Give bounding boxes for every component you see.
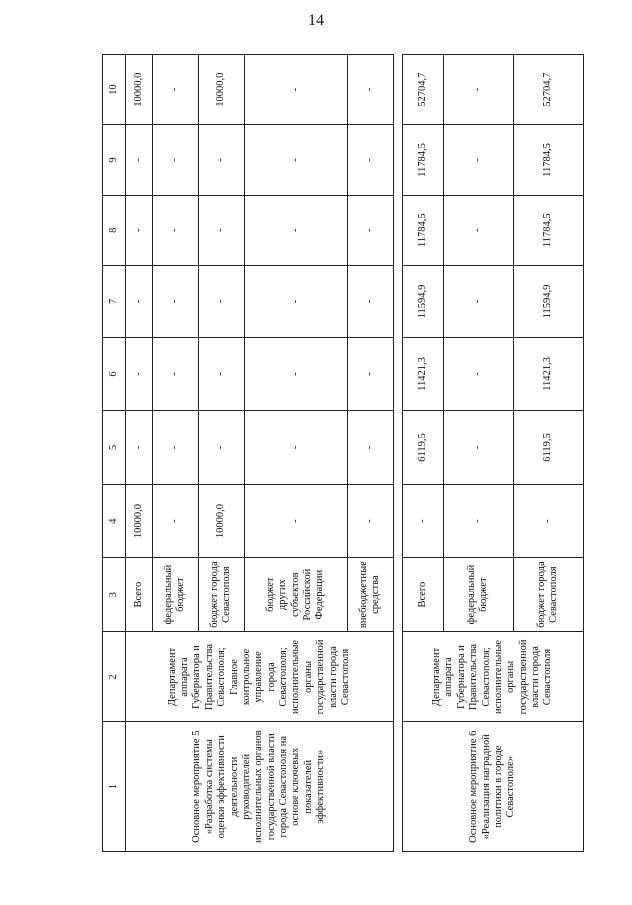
measure-executor: Департамент аппарата Губернатора и Правительства Севастополя; исполнительные органы государственной власти города Севастополя [402, 632, 583, 722]
funding-source: Всего [126, 557, 153, 632]
value-cell: 11421,3 [513, 338, 583, 410]
value-cell: - [244, 485, 347, 557]
value-cell: - [152, 265, 198, 337]
value-cell: 52704,7 [402, 55, 443, 125]
table-row [402, 55, 443, 852]
header-cell: 10 [103, 55, 126, 125]
page-number: 14 [308, 12, 324, 29]
budget-table-rotated [102, 54, 584, 852]
value-cell: - [198, 265, 244, 337]
value-cell: 11784,5 [513, 125, 583, 195]
header-cell: 6 [103, 338, 126, 410]
value-cell: - [244, 55, 347, 125]
value-cell: - [152, 410, 198, 485]
funding-source: бюджет города Севастополя [513, 557, 583, 632]
value-cell: - [198, 410, 244, 485]
value-cell: - [198, 195, 244, 265]
value-cell: 6119,5 [513, 410, 583, 485]
value-cell: 6119,5 [402, 410, 443, 485]
value-cell: 52704,7 [513, 55, 583, 125]
value-cell: - [126, 338, 153, 410]
value-cell: - [244, 265, 347, 337]
value-cell: - [126, 125, 153, 195]
value-cell: 10000,0 [198, 485, 244, 557]
value-cell: - [443, 485, 513, 557]
table-row [126, 55, 153, 852]
value-cell: 11784,5 [402, 125, 443, 195]
value-cell: - [443, 410, 513, 485]
value-cell: - [152, 338, 198, 410]
budget-table [102, 54, 584, 852]
value-cell: - [347, 195, 393, 265]
funding-source: внебюджетные средства [347, 557, 393, 632]
header-cell: 1 [103, 722, 126, 852]
value-cell: - [198, 338, 244, 410]
value-cell: - [443, 195, 513, 265]
value-cell: - [126, 195, 153, 265]
header-cell: 7 [103, 265, 126, 337]
header-row [103, 55, 126, 852]
header-cell: 4 [103, 485, 126, 557]
measure-name: Основное мероприятие 6 «Реализация наградной политики в городе Севастополе» [402, 722, 583, 852]
value-cell: - [152, 485, 198, 557]
funding-source: федеральный бюджет [443, 557, 513, 632]
value-cell: - [126, 410, 153, 485]
funding-source: Всего [402, 557, 443, 632]
value-cell: - [347, 410, 393, 485]
value-cell: - [443, 55, 513, 125]
value-cell: - [152, 125, 198, 195]
measure-name: Основное мероприятие 5 «Разработка системы оценки эффективности деятельности руководителей исполнительных органов государственной власти города Севастополя на основе ключевых показателей эффективности» [126, 722, 394, 852]
value-cell: - [513, 485, 583, 557]
value-cell: 11784,5 [513, 195, 583, 265]
funding-source: бюджет города Севастополя [198, 557, 244, 632]
header-cell: 9 [103, 125, 126, 195]
value-cell: - [244, 125, 347, 195]
value-cell: 10000,0 [126, 55, 153, 125]
header-cell: 2 [103, 632, 126, 722]
header-cell: 5 [103, 410, 126, 485]
value-cell: - [402, 485, 443, 557]
section-gap [393, 55, 402, 852]
value-cell: - [443, 125, 513, 195]
value-cell: 11594,9 [402, 265, 443, 337]
value-cell: 11784,5 [402, 195, 443, 265]
funding-source: федеральный бюджет [152, 557, 198, 632]
value-cell: - [443, 265, 513, 337]
value-cell: 10000,0 [126, 485, 153, 557]
value-cell: - [244, 410, 347, 485]
value-cell: - [244, 195, 347, 265]
value-cell: - [198, 125, 244, 195]
value-cell: - [443, 338, 513, 410]
value-cell: 10000,0 [198, 55, 244, 125]
value-cell: 11594,9 [513, 265, 583, 337]
header-cell: 8 [103, 195, 126, 265]
header-cell: 3 [103, 557, 126, 632]
measure-executor: Департамент аппарата Губернатора и Правительства Севастополя; Главное контрольное управление города Севастополя; исполнительные органы государственной власти города Севастополя [126, 632, 394, 722]
value-cell: - [347, 265, 393, 337]
value-cell: - [347, 485, 393, 557]
value-cell: - [347, 338, 393, 410]
value-cell: - [152, 55, 198, 125]
value-cell: - [347, 55, 393, 125]
value-cell: 11421,3 [402, 338, 443, 410]
funding-source: бюджет других субъектов Российской Федерации [244, 557, 347, 632]
value-cell: - [347, 125, 393, 195]
value-cell: - [152, 195, 198, 265]
value-cell: - [126, 265, 153, 337]
value-cell: - [244, 338, 347, 410]
